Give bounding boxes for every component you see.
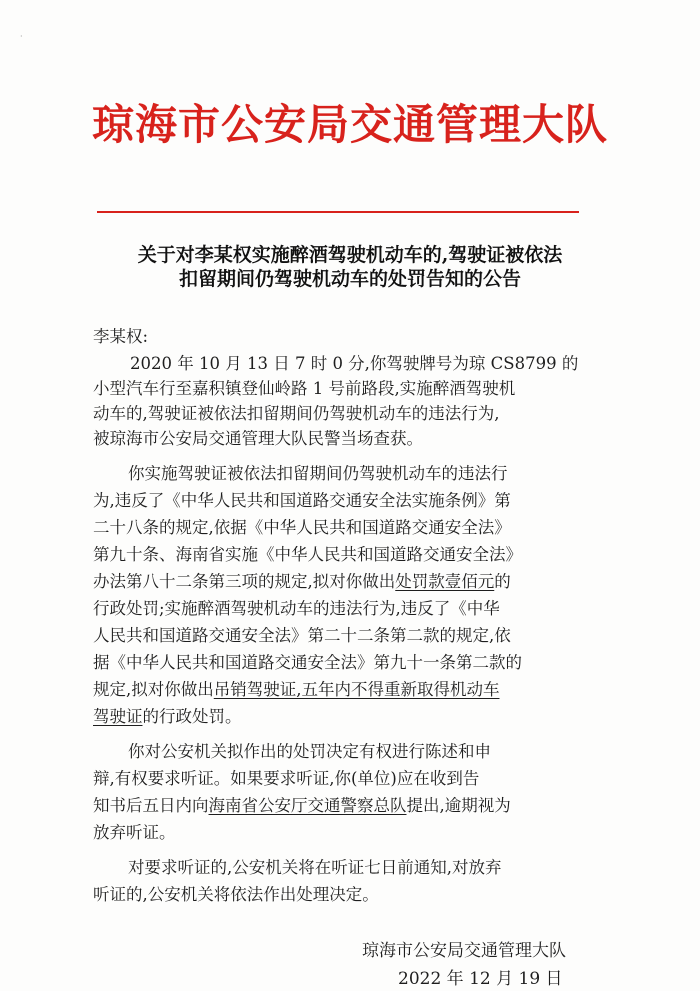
p1-line: 动车的,驾驶证被依法扣留期间仍驾驶机动车的违法行为, [93, 404, 500, 423]
document-title [0, 243, 700, 291]
p2-line [93, 676, 500, 700]
p4-line: 对要求听证的,公安机关将在听证七日前通知,对放弃 [128, 858, 502, 877]
p2-text: 办法第八十二条第三项的规定,拟对你做出 [93, 572, 396, 591]
penalty-revoke-underlined: 吊销驾驶证,五年内不得重新取得机动车 [213, 680, 500, 699]
p3-line: 辩,有权要求听证。如果要求听证,你(单位)应在收到告 [93, 769, 480, 788]
p2-line: 你实施驾驶证被依法扣留期间仍驾驶机动车的违法行 [128, 464, 508, 483]
p2-text: 规定,拟对你做出 [93, 680, 214, 699]
penalty-fine-underlined: 处罚款壹佰元 [395, 572, 495, 591]
red-divider-line [97, 211, 579, 213]
p2-line: 二十八条的规定,依据《中华人民共和国道路交通安全法》 [93, 518, 511, 537]
p3-text: 知书后五日内向 [93, 796, 209, 815]
signature-org: 琼海市公安局交通管理大队 [362, 941, 566, 961]
red-header-org-name: 琼海市公安局交通管理大队 [91, 100, 608, 149]
p2-line: 为,违反了《中华人民共和国道路交通安全法实施条例》第 [93, 491, 511, 510]
p2-line [93, 568, 511, 592]
p2-line: 人民共和国道路交通安全法》第二十二条第二款的规定,依 [93, 626, 511, 645]
p2-line: 第九十条、海南省实施《中华人民共和国道路交通安全法》 [93, 545, 522, 564]
penalty-revoke-underlined: 驾驶证 [93, 707, 143, 726]
p2-text: 的 [494, 572, 511, 591]
signature-date: 2022 年 12 月 19 日 [398, 969, 563, 989]
p4-line: 听证的,公安机关将依法作出处理决定。 [93, 885, 379, 904]
p1-line: 2020 年 10 月 13 日 7 时 0 分,你驾驶牌号为琼 CS8799 的 [130, 354, 579, 373]
title-line-1: 关于对李某权实施醉酒驾驶机动车的,驾驶证被依法 [137, 244, 563, 266]
p2-line: 据《中华人民共和国道路交通安全法》第九十一条第二款的 [93, 653, 522, 672]
p3-line: 放弃听证。 [93, 823, 176, 842]
salutation: 李某权: [93, 327, 149, 346]
p1-line: 小型汽车行至嘉积镇登仙岭路 1 号前路段,实施醉酒驾驶机 [93, 379, 516, 398]
p2-line [93, 703, 242, 727]
p3-text: 提出,逾期视为 [406, 796, 511, 815]
title-line-2: 扣留期间仍驾驶机动车的处罚告知的公告 [178, 268, 521, 290]
p2-text: 的行政处罚。 [142, 707, 242, 726]
scan-mark: · [20, 32, 23, 41]
p3-line: 你对公安机关拟作出的处罚决定有权进行陈述和申 [128, 742, 491, 761]
hearing-authority-underlined: 海南省公安厅交通警察总队 [208, 796, 407, 815]
p3-line [93, 792, 511, 816]
p1-line: 被琼海市公安局交通管理大队民警当场查获。 [93, 429, 423, 448]
p2-line: 行政处罚;实施醉酒驾驶机动车的违法行为,违反了《中华 [93, 599, 500, 618]
